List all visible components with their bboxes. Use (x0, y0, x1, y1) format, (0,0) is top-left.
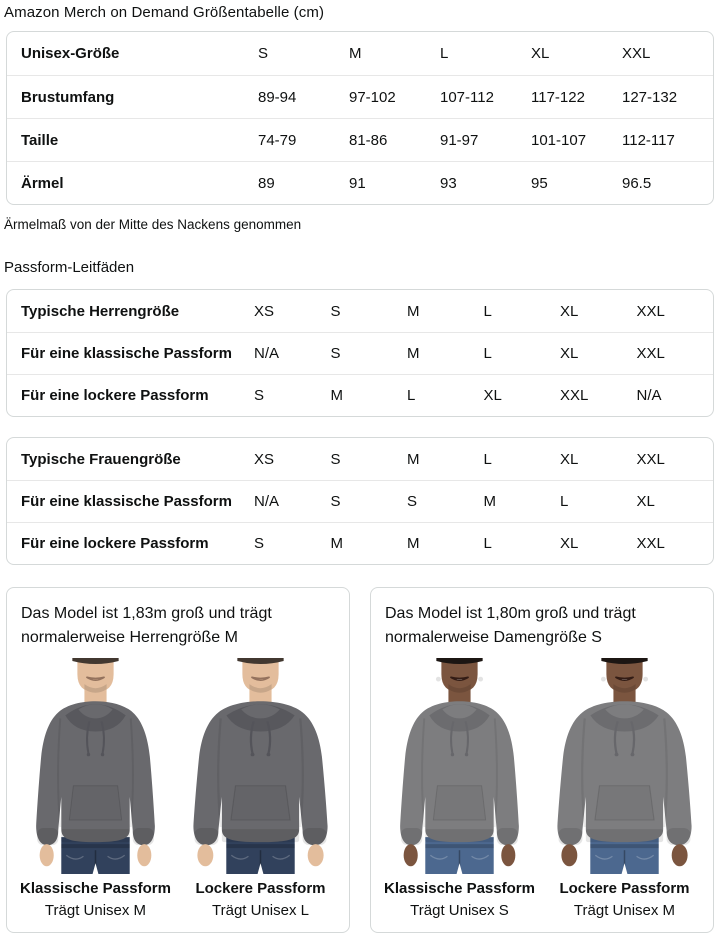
size-col-header: S (330, 450, 341, 468)
cell-value: N/A (254, 493, 280, 510)
row-label: Für eine lockere Passform (21, 387, 209, 404)
fit-label: Lockere Passform (559, 880, 690, 898)
hoodie-model-illustration (544, 658, 705, 874)
model-description: Das Model ist 1,80m groß und trägt normalerweise Damengröße S (385, 605, 636, 646)
size-col-header: XS (254, 302, 275, 320)
table-row (7, 118, 713, 161)
cell-value: S (254, 387, 265, 404)
row-label: Unisex-Größe (21, 45, 120, 62)
cell-value: 74-79 (258, 131, 297, 149)
row-label: Typische Frauengröße (21, 450, 181, 468)
table-header-row (7, 438, 713, 480)
cell-value: XL (483, 387, 502, 404)
hoodie-model-illustration (15, 658, 176, 874)
cell-value: 117-122 (531, 88, 585, 106)
row-label: Ärmel (21, 174, 64, 192)
row-label: Für eine lockere Passform (21, 535, 209, 552)
photo-column (379, 658, 540, 922)
row-label: Taille (21, 131, 59, 149)
size-col-header: S (258, 45, 269, 62)
photo-label (544, 878, 705, 922)
fit-guides-heading: Passform-Leitfäden (4, 259, 135, 276)
table-header-row (7, 32, 713, 75)
cell-value: XXL (636, 345, 665, 362)
size-worn-label: Trägt Unisex M (44, 902, 147, 920)
cell-value: L (407, 387, 416, 404)
size-col-header: XXL (636, 450, 665, 468)
photo-column (180, 658, 341, 922)
cell-value: 107-112 (440, 88, 494, 106)
model-description: Das Model ist 1,83m groß und trägt normalerweise Herrengröße M (21, 605, 272, 646)
fit-label: Lockere Passform (195, 880, 326, 898)
cell-value: L (483, 345, 492, 362)
model-card-men (6, 587, 350, 933)
table-row (7, 332, 713, 374)
model-cards (6, 587, 714, 933)
table-row (7, 161, 713, 204)
model-photo-classic-fit (379, 658, 540, 874)
row-label: Für eine klassische Passform (21, 345, 232, 362)
size-table-footnote: Ärmelmaß von der Mitte des Nackens genommen (4, 217, 302, 232)
fit-label: Klassische Passform (384, 880, 535, 898)
photo-label (15, 878, 176, 922)
size-worn-label: Trägt Unisex L (212, 902, 309, 920)
row-label: Brustumfang (21, 88, 115, 106)
cell-value: XL (560, 535, 579, 552)
table-row (7, 374, 713, 416)
cell-value: N/A (636, 387, 662, 404)
cell-value: M (483, 493, 496, 510)
model-photo-loose-fit (544, 658, 705, 874)
cell-value: N/A (254, 345, 280, 362)
size-col-header: XL (560, 450, 579, 468)
cell-value: S (330, 493, 341, 510)
cell-value: M (330, 535, 343, 552)
size-worn-label: Trägt Unisex M (573, 902, 676, 920)
hoodie-model-illustration (180, 658, 341, 874)
cell-value: M (407, 535, 420, 552)
fit-guide-table-men (6, 289, 714, 417)
cell-value: 112-117 (622, 131, 675, 149)
cell-value: S (330, 345, 341, 362)
photo-label (180, 878, 341, 922)
table-header-row (7, 290, 713, 332)
size-col-header: L (483, 302, 492, 320)
row-label: Für eine klassische Passform (21, 493, 232, 510)
cell-value: XL (560, 345, 579, 362)
page-title: Amazon Merch on Demand Größentabelle (cm) (4, 4, 325, 21)
photo-column (544, 658, 705, 922)
table-row (7, 75, 713, 118)
cell-value: 81-86 (349, 131, 388, 149)
cell-value: 95 (531, 174, 548, 192)
size-col-header: XL (560, 302, 579, 320)
cell-value: 93 (440, 174, 457, 192)
photo-column (15, 658, 176, 922)
model-card-women (370, 587, 714, 933)
cell-value: S (254, 535, 265, 552)
size-col-header: M (349, 45, 362, 62)
cell-value: 96.5 (622, 174, 652, 192)
model-photos (379, 658, 705, 922)
cell-value: 101-107 (531, 131, 587, 149)
cell-value: M (330, 387, 343, 404)
fit-guide-table-women (6, 437, 714, 565)
cell-value: S (407, 493, 418, 510)
row-label: Typische Herrengröße (21, 302, 180, 320)
cell-value: XXL (636, 535, 665, 552)
table-row (7, 480, 713, 522)
cell-value: XXL (560, 387, 589, 404)
cell-value: 127-132 (622, 88, 678, 106)
size-col-header: S (330, 302, 341, 320)
table-row (7, 522, 713, 564)
size-col-header: XXL (636, 302, 665, 320)
model-photo-loose-fit (180, 658, 341, 874)
cell-value: 89-94 (258, 88, 297, 106)
cell-value: M (407, 345, 420, 362)
size-table (6, 31, 714, 205)
fit-label: Klassische Passform (20, 880, 171, 898)
cell-value: 91 (349, 174, 366, 192)
size-col-header: L (483, 450, 492, 468)
size-col-header: XXL (622, 45, 651, 62)
photo-label (379, 878, 540, 922)
size-col-header: M (407, 302, 420, 320)
cell-value: L (483, 535, 492, 552)
size-col-header: L (440, 45, 449, 62)
cell-value: XL (636, 493, 655, 510)
cell-value: 91-97 (440, 131, 479, 149)
size-col-header: XS (254, 450, 275, 468)
cell-value: 97-102 (349, 88, 396, 106)
model-photos (15, 658, 341, 922)
size-col-header: XL (531, 45, 550, 62)
cell-value: L (560, 493, 569, 510)
size-col-header: M (407, 450, 420, 468)
cell-value: 89 (258, 174, 275, 192)
model-photo-classic-fit (15, 658, 176, 874)
hoodie-model-illustration (379, 658, 540, 874)
size-worn-label: Trägt Unisex S (410, 902, 509, 920)
